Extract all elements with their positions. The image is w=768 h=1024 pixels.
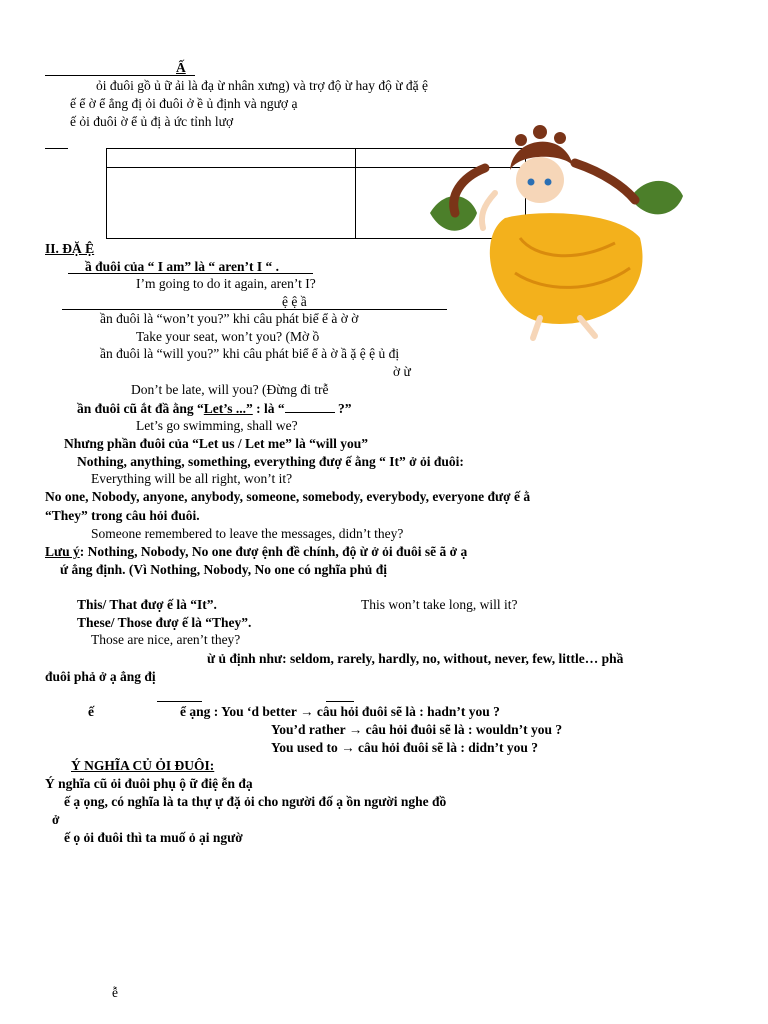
- meaning-line: ế ạ ọng, có nghĩa là ta thự ự đặ ỏi cho người đố ạ ồn người nghe đồ: [64, 794, 447, 809]
- rule-text-part: ần đuôi cũ ắt đầ ằng “: [77, 401, 204, 416]
- example-line: Those are nice, aren’t they?: [91, 632, 241, 647]
- section-2-heading: II. ĐẶ Ệ: [45, 241, 95, 256]
- meaning-line: Ý nghĩa cũ ỏi đuôi phụ ộ ữ điệ ễn đạ: [45, 776, 253, 791]
- example-line: Take your seat, won’t you? (Mờ ồ: [136, 329, 320, 344]
- example-line: Everything will be all right, won’t it?: [91, 471, 293, 486]
- blank-line: [285, 400, 335, 413]
- rule-text: ừ ủ định như: seldom, rarely, hardly, no, without, never, few, little… phầ: [207, 651, 624, 666]
- example-line: Don’t be late, will you? (Đừng đi trễ: [131, 382, 329, 397]
- example-line: Let’s go swimming, shall we?: [136, 418, 298, 433]
- note-label: Lưu ý: [45, 544, 80, 559]
- text-line: ế ể ờ ể ẳng đị ỏi đuôi ở ề ủ định và ngượ ạ: [70, 96, 298, 111]
- short-rule: [157, 701, 202, 702]
- section-3-heading: Ý NGHĨA CỦ ỎI ĐUÔI:: [71, 758, 215, 773]
- short-rule: [45, 148, 68, 149]
- section-1-heading: Ấ: [176, 60, 186, 75]
- footer-text: ễ: [112, 985, 118, 1000]
- meaning-line: ở: [52, 812, 60, 827]
- rule-text-part: : là “: [252, 401, 285, 416]
- lets-keyword: Let’s ...”: [203, 401, 253, 416]
- underline-rule: [62, 309, 447, 310]
- underline-rule: [68, 273, 313, 274]
- text-line: ệ ệ ầ: [282, 294, 307, 309]
- meaning-line: ế ọ ỏi đuôi thì ta muố ỏ ại ngườ: [64, 830, 243, 845]
- heading-rule: [45, 75, 195, 76]
- rule-text: Nhưng phần đuôi của “Let us / Let me” là “will you”: [64, 436, 369, 451]
- rule-text: ể ạng : You ‘d better → câu hỏi đuôi sẽ là : hadn’t you ?: [180, 704, 500, 719]
- text-line: ế ỏi đuôi ờ ể ủ đị à ức tỉnh lượ: [70, 114, 234, 129]
- rule-text: You used to → câu hỏi đuôi sẽ là : didn’t you ?: [271, 740, 539, 755]
- rule-text: [77, 400, 352, 417]
- example-line: This won’t take long, will it?: [361, 597, 518, 612]
- rule-text: ế: [88, 704, 94, 719]
- rule-text: This/ That đượ ế là “It”.: [77, 597, 217, 612]
- rule-text: ần đuôi là “won’t you?” khi câu phát biể ể à ờ ờ: [100, 311, 359, 326]
- text-line: ỏi đuôi gồ ủ ữ ải là đạ ừ nhân xưng) và trợ độ ừ hay độ ừ đặ ệ: [96, 78, 429, 93]
- note-text: : Nothing, Nobody, No one đượ ệnh đề chính, độ ừ ở ỏi đuôi sẽ ã ở ạ: [79, 544, 468, 559]
- rule-text: No one, Nobody, anyone, anybody, someone, somebody, everybody, everyone đượ ế ằ: [45, 489, 531, 504]
- rule-text: Nothing, anything, something, everything đượ ế ằng “ It” ở ỏi đuôi:: [77, 454, 464, 469]
- rule-text: These/ Those đượ ế là “They”.: [77, 615, 252, 630]
- example-line: Someone remembered to leave the messages, didn’t they?: [91, 526, 404, 541]
- rule-text-part: ?”: [334, 401, 352, 416]
- rule-text: “They” trong câu hỏi đuôi.: [45, 508, 200, 523]
- text-line: ờ ừ: [393, 364, 411, 379]
- rule-text: You’d rather → câu hỏi đuôi sẽ là : wouldn’t you ?: [271, 722, 563, 737]
- rule-text: ần đuôi là “will you?” khi câu phát biể ể à ờ ầ ặ ệ ệ ủ đị: [100, 346, 400, 361]
- rule-text: ầ đuôi của “ I am” là “ aren’t I “ .: [85, 259, 280, 274]
- short-rule: [326, 701, 354, 702]
- rule-text: đuôi phả ở ạ ẳng đị: [45, 669, 156, 684]
- table-column-divider: [355, 149, 356, 238]
- fairy-illustration: [425, 118, 687, 343]
- note-line: [45, 544, 467, 560]
- example-line: I’m going to do it again, aren’t I?: [136, 276, 316, 291]
- note-line-2: ứ ẳng định. (Vì Nothing, Nobody, No one có nghĩa phủ đị: [60, 562, 387, 577]
